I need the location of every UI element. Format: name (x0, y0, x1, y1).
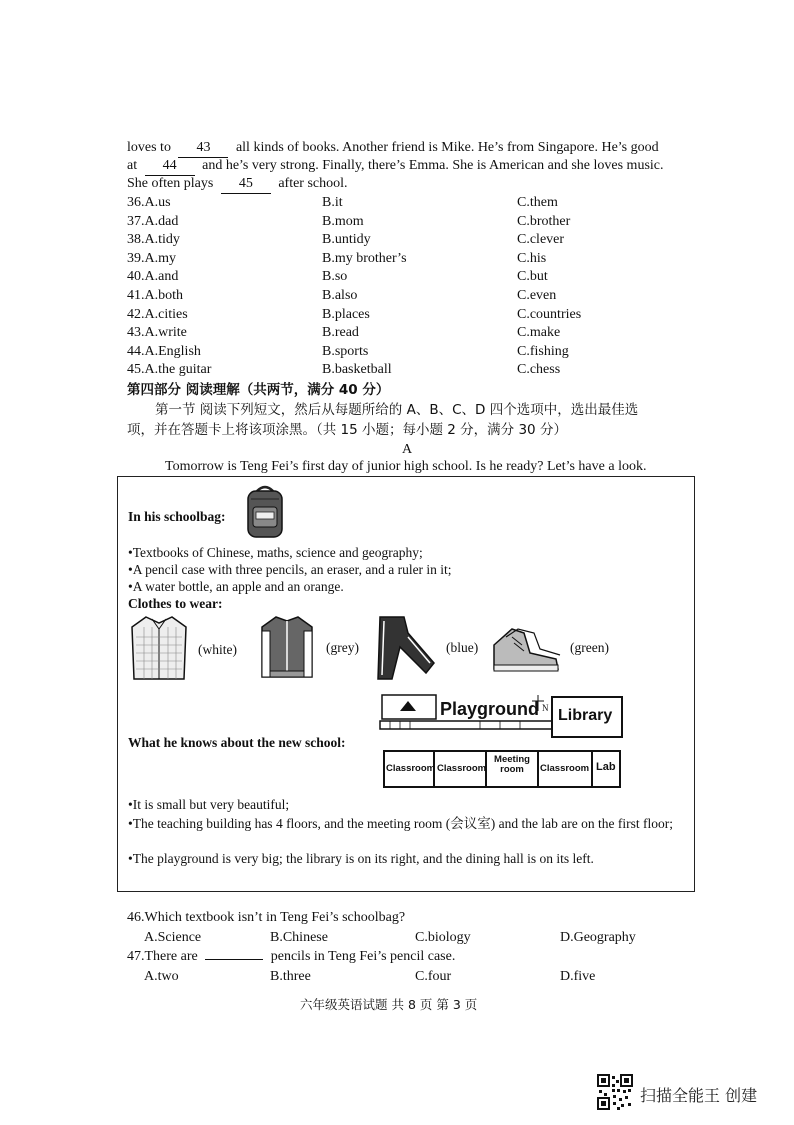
question-46-stem: 46.Which textbook isn’t in Teng Fei’s schoolbag? (127, 910, 406, 925)
passage-line-3 (127, 175, 348, 194)
section-letter: A (402, 442, 413, 457)
part4-instruction-1: 第一节 阅读下列短文，然后从每题所给的 A、B、C、D 四个选项中，选出最佳选 (155, 402, 639, 418)
blank-44: 44 (145, 157, 195, 176)
option-b: B.sports (322, 343, 369, 359)
option-b: B.it (322, 195, 343, 210)
passage-intro: Tomorrow is Teng Fei’s first day of junior high school. Is he ready? Let’s have a look. (165, 459, 647, 474)
option-row (127, 306, 687, 324)
question-47-stem (127, 948, 455, 966)
option-a: 39.A.my (127, 250, 176, 266)
school-map (380, 691, 624, 789)
q46-option-c: C.biology (415, 930, 471, 945)
schoolbag-item-1: •Textbooks of Chinese, maths, science and geography; (128, 545, 423, 560)
schoolbag-item-3: •A water bottle, an apple and an orange. (128, 579, 344, 594)
option-row (127, 250, 687, 268)
map-north: N (542, 703, 549, 713)
passage-line-1 (127, 139, 659, 158)
option-b: B.mom (322, 213, 364, 229)
passage-text: and he’s very strong. Finally, there’s Emma. She is American and she loves music. (202, 158, 664, 173)
map-playground: Playground (440, 699, 540, 719)
q46-option-b: B.Chinese (270, 930, 328, 945)
passage-text: She often plays (127, 176, 214, 191)
q47-option-a: A.two (144, 969, 179, 984)
option-a: 37.A.dad (127, 213, 179, 229)
map-room: Classroom (540, 763, 590, 774)
clothes-label: Clothes to wear: (128, 596, 223, 611)
schoolbag-label: In his schoolbag: (128, 509, 226, 524)
option-a: 43.A.write (127, 325, 187, 341)
school-fact-1: •It is small but very beautiful; (128, 797, 290, 812)
q46-option-d: D.Geography (560, 930, 636, 945)
option-row (127, 324, 687, 342)
option-c: C.brother (517, 213, 571, 229)
color-grey: (grey) (326, 640, 359, 655)
page-footer: 六年级英语试题 共 8 页 第 3 页 (300, 997, 478, 1012)
color-white: (white) (198, 642, 237, 657)
blank-43: 43 (178, 139, 228, 158)
blank-47 (205, 959, 263, 960)
option-row (127, 287, 687, 305)
sneakers-icon (490, 623, 562, 675)
school-fact-2: •The teaching building has 4 floors, and the meeting room (会议室) and the lab are on the first floor; (128, 816, 673, 831)
qr-code-icon (597, 1074, 633, 1110)
map-room: Classroom (437, 763, 487, 774)
option-b: B.read (322, 325, 359, 341)
option-row (127, 343, 687, 361)
color-blue: (blue) (446, 640, 479, 655)
info-box (117, 476, 695, 892)
passage-line-2 (127, 157, 664, 176)
option-a: 38.A.tidy (127, 232, 180, 248)
q46-option-a: A.Science (144, 930, 202, 945)
q47-option-c: C.four (415, 969, 452, 984)
option-b: B.also (322, 288, 358, 303)
option-c: C.but (517, 269, 548, 285)
schoolbag-item-2: •A pencil case with three pencils, an eraser, and a ruler in it; (128, 562, 452, 577)
map-lab: Lab (596, 761, 616, 773)
option-c: C.even (517, 288, 557, 303)
school-label: What he knows about the new school: (128, 735, 346, 750)
school-fact-3: •The playground is very big; the library is on its right, and the dining hall is on its left. (128, 851, 594, 866)
question-47-text: 47.There are (127, 949, 198, 964)
shirt-icon (130, 613, 188, 683)
option-b: B.so (322, 269, 348, 285)
q47-option-b: B.three (270, 969, 311, 984)
passage-text: loves to (127, 140, 171, 155)
part4-instruction-2: 项，并在答题卡上将该项涂黑。（共 15 小题；每小题 2 分，满分 30 分） (127, 422, 567, 438)
option-a: 36.A.us (127, 195, 171, 210)
map-meeting-room: Meeting room (494, 754, 530, 775)
map-room: Classroom (386, 763, 436, 774)
part4-heading: 第四部分 阅读理解（共两节，满分 40 分） (127, 382, 390, 398)
option-a: 45.A.the guitar (127, 362, 212, 378)
option-b: B.untidy (322, 232, 371, 248)
jacket-icon (258, 613, 316, 683)
option-b: B.places (322, 306, 370, 322)
color-green: (green) (570, 640, 609, 655)
option-c: C.fishing (517, 343, 569, 359)
option-c: C.them (517, 195, 558, 210)
blank-45: 45 (221, 175, 271, 194)
option-row (127, 194, 687, 212)
trousers-icon (374, 613, 436, 683)
map-library: Library (558, 707, 613, 724)
scanner-watermark: 扫描全能王 创建 (640, 1086, 758, 1105)
option-row (127, 231, 687, 249)
option-c: C.clever (517, 232, 565, 248)
option-a: 41.A.both (127, 288, 183, 303)
q47-option-d: D.five (560, 969, 596, 984)
option-c: C.his (517, 250, 547, 266)
option-row (127, 213, 687, 231)
option-a: 40.A.and (127, 269, 179, 285)
option-c: C.make (517, 325, 561, 341)
backpack-icon (243, 485, 287, 541)
option-a: 44.A.English (127, 343, 201, 359)
option-row (127, 268, 687, 286)
passage-text: at (127, 158, 138, 173)
option-b: B.basketball (322, 362, 392, 378)
option-c: C.chess (517, 362, 561, 378)
passage-text: all kinds of books. Another friend is Mike. He’s from Singapore. He’s good (235, 140, 659, 155)
option-row (127, 361, 687, 379)
option-a: 42.A.cities (127, 306, 188, 322)
option-c: C.countries (517, 306, 582, 322)
question-47-text: pencils in Teng Fei’s pencil case. (270, 949, 456, 964)
passage-text: after school. (278, 176, 348, 191)
option-b: B.my brother’s (322, 250, 407, 266)
